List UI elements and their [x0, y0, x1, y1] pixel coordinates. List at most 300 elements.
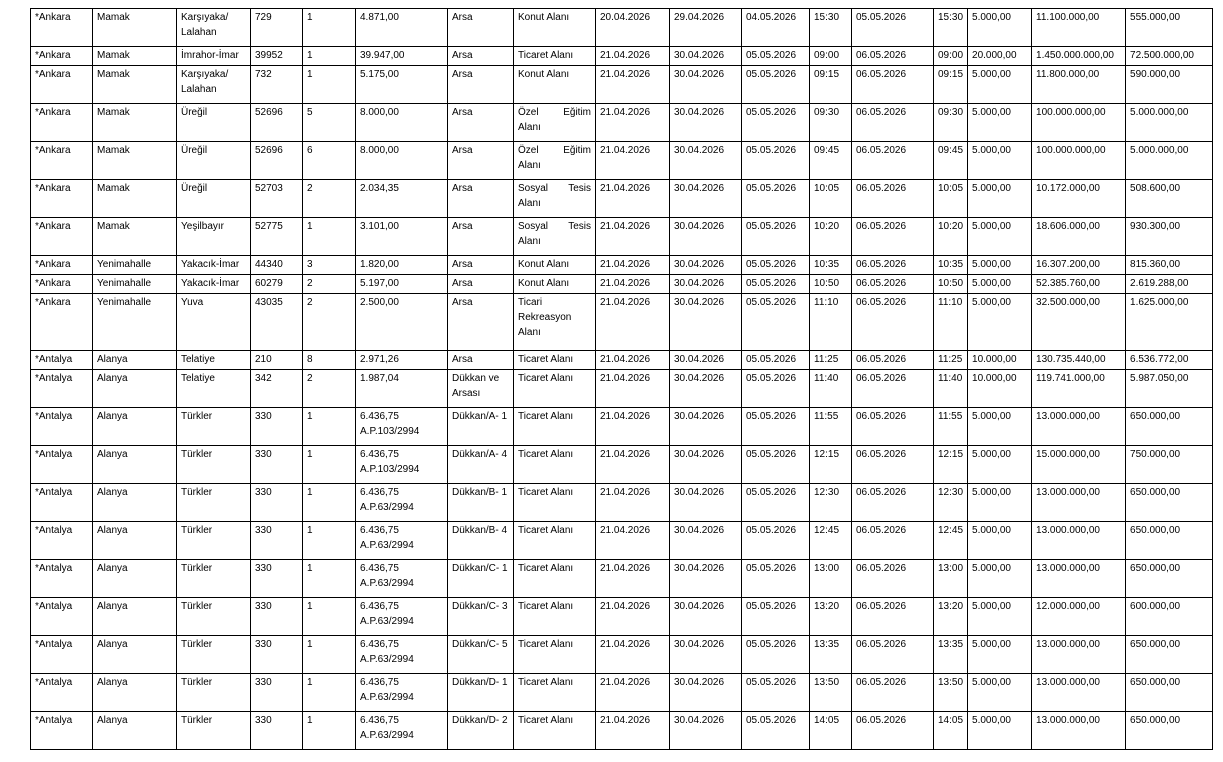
cell-announce-date: 21.04.2026 — [596, 180, 670, 218]
cell-zoning: Ticari Rekreasyon Alanı — [514, 294, 596, 351]
cell-block: 330 — [251, 522, 303, 560]
table-row — [31, 408, 1213, 446]
cell-first-auction-time: 12:30 — [810, 484, 852, 522]
cell-district: Mamak — [93, 142, 177, 180]
cell-property-type: Dükkan/C- 3 — [448, 598, 514, 636]
table-row — [31, 598, 1213, 636]
cell-deposit: 5.000,00 — [968, 674, 1032, 712]
cell-province: *Antalya — [31, 712, 93, 750]
cell-zoning: Sosyal Tesis Alanı — [514, 180, 596, 218]
cell-announce-date: 21.04.2026 — [596, 446, 670, 484]
cell-block: 330 — [251, 560, 303, 598]
cell-application-date: 30.04.2026 — [670, 180, 742, 218]
cell-application-date: 30.04.2026 — [670, 560, 742, 598]
cell-neighborhood: Türkler — [177, 484, 251, 522]
cell-district: Yenimahalle — [93, 275, 177, 294]
cell-application-date: 30.04.2026 — [670, 104, 742, 142]
cell-guarantee: 650.000,00 — [1126, 636, 1213, 674]
cell-first-auction-date: 05.05.2026 — [742, 104, 810, 142]
cell-deposit: 5.000,00 — [968, 66, 1032, 104]
cell-first-auction-time: 12:15 — [810, 446, 852, 484]
cell-province: *Ankara — [31, 180, 93, 218]
cell-second-auction-date: 06.05.2026 — [852, 370, 934, 408]
table-row — [31, 9, 1213, 47]
cell-area: 6.436,75 A.P.63/2994 — [356, 560, 448, 598]
cell-first-auction-date: 05.05.2026 — [742, 484, 810, 522]
cell-first-auction-time: 13:50 — [810, 674, 852, 712]
cell-estimated-value: 13.000.000,00 — [1032, 674, 1126, 712]
cell-estimated-value: 16.307.200,00 — [1032, 256, 1126, 275]
cell-block: 330 — [251, 484, 303, 522]
cell-area: 1.987,04 — [356, 370, 448, 408]
cell-property-type: Arsa — [448, 9, 514, 47]
cell-area: 6.436,75 A.P.63/2994 — [356, 522, 448, 560]
cell-neighborhood: Yakacık-İmar — [177, 256, 251, 275]
cell-zoning: Konut Alanı — [514, 256, 596, 275]
cell-deposit: 5.000,00 — [968, 636, 1032, 674]
cell-second-auction-time: 13:00 — [934, 560, 968, 598]
cell-neighborhood: Telatiye — [177, 370, 251, 408]
cell-parcel: 1 — [303, 484, 356, 522]
cell-second-auction-time: 10:50 — [934, 275, 968, 294]
cell-first-auction-date: 05.05.2026 — [742, 218, 810, 256]
cell-district: Alanya — [93, 712, 177, 750]
cell-area: 6.436,75 A.P.63/2994 — [356, 712, 448, 750]
cell-application-date: 30.04.2026 — [670, 275, 742, 294]
cell-announce-date: 21.04.2026 — [596, 408, 670, 446]
cell-district: Alanya — [93, 560, 177, 598]
cell-deposit: 5.000,00 — [968, 275, 1032, 294]
cell-zoning: Ticaret Alanı — [514, 408, 596, 446]
cell-deposit: 5.000,00 — [968, 598, 1032, 636]
cell-first-auction-time: 15:30 — [810, 9, 852, 47]
cell-property-type: Arsa — [448, 47, 514, 66]
cell-second-auction-date: 06.05.2026 — [852, 180, 934, 218]
cell-first-auction-date: 05.05.2026 — [742, 275, 810, 294]
cell-area: 6.436,75 A.P.103/2994 — [356, 408, 448, 446]
cell-first-auction-time: 10:50 — [810, 275, 852, 294]
cell-second-auction-time: 11:40 — [934, 370, 968, 408]
cell-block: 330 — [251, 712, 303, 750]
cell-second-auction-date: 06.05.2026 — [852, 484, 934, 522]
cell-district: Mamak — [93, 104, 177, 142]
cell-parcel: 1 — [303, 408, 356, 446]
cell-first-auction-date: 05.05.2026 — [742, 47, 810, 66]
cell-block: 330 — [251, 408, 303, 446]
cell-district: Mamak — [93, 218, 177, 256]
cell-first-auction-date: 05.05.2026 — [742, 674, 810, 712]
cell-deposit: 5.000,00 — [968, 522, 1032, 560]
cell-announce-date: 21.04.2026 — [596, 522, 670, 560]
cell-first-auction-date: 05.05.2026 — [742, 446, 810, 484]
cell-first-auction-time: 11:25 — [810, 351, 852, 370]
cell-first-auction-date: 05.05.2026 — [742, 180, 810, 218]
cell-application-date: 30.04.2026 — [670, 522, 742, 560]
cell-parcel: 1 — [303, 47, 356, 66]
table-row — [31, 66, 1213, 104]
cell-first-auction-date: 05.05.2026 — [742, 256, 810, 275]
cell-area: 2.034,35 — [356, 180, 448, 218]
cell-province: *Antalya — [31, 560, 93, 598]
cell-district: Alanya — [93, 408, 177, 446]
cell-neighborhood: Telatiye — [177, 351, 251, 370]
cell-first-auction-time: 11:55 — [810, 408, 852, 446]
cell-zoning: Ticaret Alanı — [514, 636, 596, 674]
cell-parcel: 1 — [303, 598, 356, 636]
cell-application-date: 30.04.2026 — [670, 66, 742, 104]
cell-second-auction-time: 12:30 — [934, 484, 968, 522]
cell-deposit: 5.000,00 — [968, 104, 1032, 142]
cell-first-auction-date: 05.05.2026 — [742, 294, 810, 351]
cell-announce-date: 21.04.2026 — [596, 275, 670, 294]
cell-announce-date: 21.04.2026 — [596, 294, 670, 351]
cell-neighborhood: Yakacık-İmar — [177, 275, 251, 294]
cell-province: *Antalya — [31, 598, 93, 636]
cell-second-auction-date: 06.05.2026 — [852, 636, 934, 674]
cell-parcel: 2 — [303, 370, 356, 408]
cell-first-auction-date: 05.05.2026 — [742, 522, 810, 560]
cell-area: 5.197,00 — [356, 275, 448, 294]
cell-first-auction-time: 09:15 — [810, 66, 852, 104]
cell-application-date: 30.04.2026 — [670, 256, 742, 275]
cell-first-auction-date: 05.05.2026 — [742, 142, 810, 180]
cell-area: 6.436,75 A.P.63/2994 — [356, 674, 448, 712]
cell-zoning: Ticaret Alanı — [514, 522, 596, 560]
cell-estimated-value: 1.450.000.000,00 — [1032, 47, 1126, 66]
table-row — [31, 674, 1213, 712]
cell-zoning: Ticaret Alanı — [514, 446, 596, 484]
cell-parcel: 1 — [303, 9, 356, 47]
cell-estimated-value: 52.385.760,00 — [1032, 275, 1126, 294]
cell-guarantee: 650.000,00 — [1126, 712, 1213, 750]
cell-guarantee: 555.000,00 — [1126, 9, 1213, 47]
cell-area: 2.971,26 — [356, 351, 448, 370]
cell-second-auction-date: 06.05.2026 — [852, 47, 934, 66]
cell-province: *Ankara — [31, 66, 93, 104]
cell-neighborhood: Türkler — [177, 408, 251, 446]
cell-neighborhood: Yuva — [177, 294, 251, 351]
cell-zoning: Ticaret Alanı — [514, 598, 596, 636]
cell-area: 5.175,00 — [356, 66, 448, 104]
cell-second-auction-time: 14:05 — [934, 712, 968, 750]
cell-property-type: Dükkan/D- 1 — [448, 674, 514, 712]
cell-block: 330 — [251, 598, 303, 636]
cell-neighborhood: Türkler — [177, 674, 251, 712]
cell-first-auction-time: 13:20 — [810, 598, 852, 636]
cell-province: *Antalya — [31, 370, 93, 408]
cell-area: 6.436,75 A.P.63/2994 — [356, 598, 448, 636]
cell-property-type: Dükkan/D- 2 — [448, 712, 514, 750]
cell-first-auction-date: 05.05.2026 — [742, 351, 810, 370]
cell-first-auction-time: 09:00 — [810, 47, 852, 66]
table-row — [31, 47, 1213, 66]
cell-province: *Antalya — [31, 351, 93, 370]
cell-announce-date: 21.04.2026 — [596, 47, 670, 66]
cell-deposit: 5.000,00 — [968, 142, 1032, 180]
cell-deposit: 5.000,00 — [968, 408, 1032, 446]
cell-neighborhood: Türkler — [177, 560, 251, 598]
cell-block: 732 — [251, 66, 303, 104]
cell-deposit: 5.000,00 — [968, 180, 1032, 218]
cell-second-auction-time: 13:20 — [934, 598, 968, 636]
table-row — [31, 256, 1213, 275]
cell-second-auction-date: 06.05.2026 — [852, 598, 934, 636]
table-row — [31, 522, 1213, 560]
cell-property-type: Arsa — [448, 142, 514, 180]
cell-second-auction-date: 06.05.2026 — [852, 294, 934, 351]
table-row — [31, 351, 1213, 370]
cell-second-auction-time: 10:20 — [934, 218, 968, 256]
cell-estimated-value: 119.741.000,00 — [1032, 370, 1126, 408]
cell-parcel: 2 — [303, 180, 356, 218]
cell-parcel: 1 — [303, 66, 356, 104]
cell-second-auction-time: 13:35 — [934, 636, 968, 674]
cell-announce-date: 21.04.2026 — [596, 370, 670, 408]
cell-parcel: 1 — [303, 218, 356, 256]
cell-deposit: 20.000,00 — [968, 47, 1032, 66]
cell-zoning: Konut Alanı — [514, 66, 596, 104]
cell-guarantee: 600.000,00 — [1126, 598, 1213, 636]
cell-second-auction-time: 15:30 — [934, 9, 968, 47]
cell-zoning: Ticaret Alanı — [514, 674, 596, 712]
cell-district: Alanya — [93, 351, 177, 370]
cell-guarantee: 2.619.288,00 — [1126, 275, 1213, 294]
cell-block: 52696 — [251, 142, 303, 180]
cell-district: Yenimahalle — [93, 294, 177, 351]
cell-application-date: 30.04.2026 — [670, 712, 742, 750]
cell-area: 6.436,75 A.P.63/2994 — [356, 484, 448, 522]
cell-first-auction-date: 04.05.2026 — [742, 9, 810, 47]
cell-announce-date: 21.04.2026 — [596, 142, 670, 180]
cell-second-auction-time: 09:15 — [934, 66, 968, 104]
cell-property-type: Arsa — [448, 104, 514, 142]
cell-announce-date: 21.04.2026 — [596, 674, 670, 712]
cell-estimated-value: 13.000.000,00 — [1032, 408, 1126, 446]
cell-zoning: Ticaret Alanı — [514, 370, 596, 408]
cell-parcel: 1 — [303, 522, 356, 560]
cell-estimated-value: 13.000.000,00 — [1032, 484, 1126, 522]
cell-zoning: Ticaret Alanı — [514, 712, 596, 750]
cell-second-auction-date: 06.05.2026 — [852, 446, 934, 484]
cell-guarantee: 650.000,00 — [1126, 674, 1213, 712]
cell-second-auction-date: 06.05.2026 — [852, 674, 934, 712]
cell-guarantee: 6.536.772,00 — [1126, 351, 1213, 370]
cell-area: 4.871,00 — [356, 9, 448, 47]
cell-application-date: 30.04.2026 — [670, 294, 742, 351]
cell-block: 43035 — [251, 294, 303, 351]
table-row — [31, 446, 1213, 484]
cell-block: 44340 — [251, 256, 303, 275]
cell-second-auction-date: 06.05.2026 — [852, 408, 934, 446]
cell-parcel: 2 — [303, 275, 356, 294]
cell-second-auction-date: 06.05.2026 — [852, 218, 934, 256]
cell-second-auction-time: 11:55 — [934, 408, 968, 446]
cell-property-type: Dükkan/B- 4 — [448, 522, 514, 560]
cell-neighborhood: Türkler — [177, 636, 251, 674]
cell-province: *Ankara — [31, 47, 93, 66]
table-row — [31, 275, 1213, 294]
cell-first-auction-date: 05.05.2026 — [742, 598, 810, 636]
cell-application-date: 30.04.2026 — [670, 408, 742, 446]
cell-neighborhood: Karşıyaka/ Lalahan — [177, 9, 251, 47]
cell-announce-date: 21.04.2026 — [596, 560, 670, 598]
cell-estimated-value: 10.172.000,00 — [1032, 180, 1126, 218]
cell-deposit: 5.000,00 — [968, 484, 1032, 522]
cell-area: 1.820,00 — [356, 256, 448, 275]
cell-application-date: 30.04.2026 — [670, 142, 742, 180]
cell-block: 52703 — [251, 180, 303, 218]
cell-parcel: 8 — [303, 351, 356, 370]
cell-application-date: 30.04.2026 — [670, 598, 742, 636]
cell-parcel: 6 — [303, 142, 356, 180]
cell-property-type: Arsa — [448, 351, 514, 370]
cell-province: *Ankara — [31, 104, 93, 142]
cell-guarantee: 5.987.050,00 — [1126, 370, 1213, 408]
cell-district: Mamak — [93, 180, 177, 218]
cell-zoning: Sosyal Tesis Alanı — [514, 218, 596, 256]
cell-guarantee: 930.300,00 — [1126, 218, 1213, 256]
cell-application-date: 30.04.2026 — [670, 47, 742, 66]
cell-zoning: Konut Alanı — [514, 9, 596, 47]
cell-announce-date: 21.04.2026 — [596, 256, 670, 275]
cell-province: *Antalya — [31, 408, 93, 446]
cell-announce-date: 21.04.2026 — [596, 218, 670, 256]
cell-second-auction-date: 06.05.2026 — [852, 142, 934, 180]
table-row — [31, 484, 1213, 522]
cell-province: *Antalya — [31, 446, 93, 484]
cell-property-type: Dükkan/C- 1 — [448, 560, 514, 598]
cell-second-auction-time: 13:50 — [934, 674, 968, 712]
cell-second-auction-time: 12:45 — [934, 522, 968, 560]
cell-first-auction-time: 11:10 — [810, 294, 852, 351]
cell-district: Mamak — [93, 47, 177, 66]
cell-property-type: Dükkan/B- 1 — [448, 484, 514, 522]
cell-property-type: Dükkan/A- 1 — [448, 408, 514, 446]
cell-second-auction-time: 11:25 — [934, 351, 968, 370]
cell-second-auction-date: 06.05.2026 — [852, 351, 934, 370]
cell-second-auction-date: 06.05.2026 — [852, 522, 934, 560]
cell-announce-date: 21.04.2026 — [596, 104, 670, 142]
cell-deposit: 5.000,00 — [968, 256, 1032, 275]
cell-district: Alanya — [93, 522, 177, 560]
cell-second-auction-time: 12:15 — [934, 446, 968, 484]
cell-district: Alanya — [93, 446, 177, 484]
cell-province: *Antalya — [31, 522, 93, 560]
cell-estimated-value: 13.000.000,00 — [1032, 712, 1126, 750]
cell-announce-date: 21.04.2026 — [596, 636, 670, 674]
cell-neighborhood: Türkler — [177, 446, 251, 484]
cell-block: 330 — [251, 674, 303, 712]
cell-area: 3.101,00 — [356, 218, 448, 256]
cell-first-auction-date: 05.05.2026 — [742, 66, 810, 104]
cell-zoning: Ticaret Alanı — [514, 47, 596, 66]
cell-application-date: 29.04.2026 — [670, 9, 742, 47]
cell-province: *Ankara — [31, 256, 93, 275]
cell-first-auction-time: 13:35 — [810, 636, 852, 674]
cell-area: 39.947,00 — [356, 47, 448, 66]
cell-neighborhood: İmrahor-İmar — [177, 47, 251, 66]
cell-deposit: 5.000,00 — [968, 294, 1032, 351]
cell-first-auction-date: 05.05.2026 — [742, 408, 810, 446]
cell-guarantee: 650.000,00 — [1126, 484, 1213, 522]
cell-first-auction-time: 09:30 — [810, 104, 852, 142]
cell-parcel: 1 — [303, 636, 356, 674]
table-row — [31, 104, 1213, 142]
cell-guarantee: 815.360,00 — [1126, 256, 1213, 275]
cell-second-auction-date: 05.05.2026 — [852, 9, 934, 47]
cell-zoning: Ticaret Alanı — [514, 560, 596, 598]
cell-parcel: 5 — [303, 104, 356, 142]
cell-second-auction-date: 06.05.2026 — [852, 275, 934, 294]
cell-deposit: 10.000,00 — [968, 351, 1032, 370]
cell-property-type: Arsa — [448, 66, 514, 104]
cell-second-auction-date: 06.05.2026 — [852, 104, 934, 142]
cell-guarantee: 650.000,00 — [1126, 408, 1213, 446]
cell-block: 39952 — [251, 47, 303, 66]
cell-second-auction-time: 09:45 — [934, 142, 968, 180]
cell-property-type: Arsa — [448, 180, 514, 218]
table-row — [31, 712, 1213, 750]
cell-announce-date: 21.04.2026 — [596, 351, 670, 370]
auction-listing-table — [30, 8, 1213, 750]
cell-deposit: 5.000,00 — [968, 9, 1032, 47]
cell-property-type: Arsa — [448, 256, 514, 275]
cell-estimated-value: 13.000.000,00 — [1032, 522, 1126, 560]
cell-zoning: Konut Alanı — [514, 275, 596, 294]
cell-announce-date: 20.04.2026 — [596, 9, 670, 47]
cell-parcel: 1 — [303, 560, 356, 598]
cell-area: 8.000,00 — [356, 142, 448, 180]
table-row — [31, 636, 1213, 674]
cell-guarantee: 650.000,00 — [1126, 522, 1213, 560]
cell-property-type: Dükkan/C- 5 — [448, 636, 514, 674]
cell-province: *Ankara — [31, 275, 93, 294]
cell-area: 6.436,75 A.P.63/2994 — [356, 636, 448, 674]
cell-estimated-value: 130.735.440,00 — [1032, 351, 1126, 370]
cell-estimated-value: 32.500.000,00 — [1032, 294, 1126, 351]
cell-province: *Ankara — [31, 142, 93, 180]
cell-district: Mamak — [93, 9, 177, 47]
cell-announce-date: 21.04.2026 — [596, 712, 670, 750]
cell-block: 210 — [251, 351, 303, 370]
cell-block: 330 — [251, 636, 303, 674]
cell-deposit: 5.000,00 — [968, 560, 1032, 598]
cell-estimated-value: 13.000.000,00 — [1032, 636, 1126, 674]
cell-district: Yenimahalle — [93, 256, 177, 275]
cell-guarantee: 1.625.000,00 — [1126, 294, 1213, 351]
cell-district: Alanya — [93, 370, 177, 408]
cell-estimated-value: 18.606.000,00 — [1032, 218, 1126, 256]
cell-first-auction-time: 14:05 — [810, 712, 852, 750]
table-body — [31, 9, 1213, 750]
cell-guarantee: 750.000,00 — [1126, 446, 1213, 484]
cell-second-auction-date: 06.05.2026 — [852, 66, 934, 104]
cell-announce-date: 21.04.2026 — [596, 66, 670, 104]
cell-estimated-value: 100.000.000,00 — [1032, 142, 1126, 180]
cell-district: Alanya — [93, 674, 177, 712]
cell-guarantee: 5.000.000,00 — [1126, 104, 1213, 142]
cell-area: 8.000,00 — [356, 104, 448, 142]
cell-guarantee: 72.500.000,00 — [1126, 47, 1213, 66]
cell-neighborhood: Üreğil — [177, 142, 251, 180]
table-row — [31, 142, 1213, 180]
cell-district: Alanya — [93, 598, 177, 636]
cell-first-auction-date: 05.05.2026 — [742, 712, 810, 750]
cell-neighborhood: Üreğil — [177, 104, 251, 142]
cell-second-auction-date: 06.05.2026 — [852, 712, 934, 750]
cell-first-auction-time: 12:45 — [810, 522, 852, 560]
cell-zoning: Ticaret Alanı — [514, 351, 596, 370]
